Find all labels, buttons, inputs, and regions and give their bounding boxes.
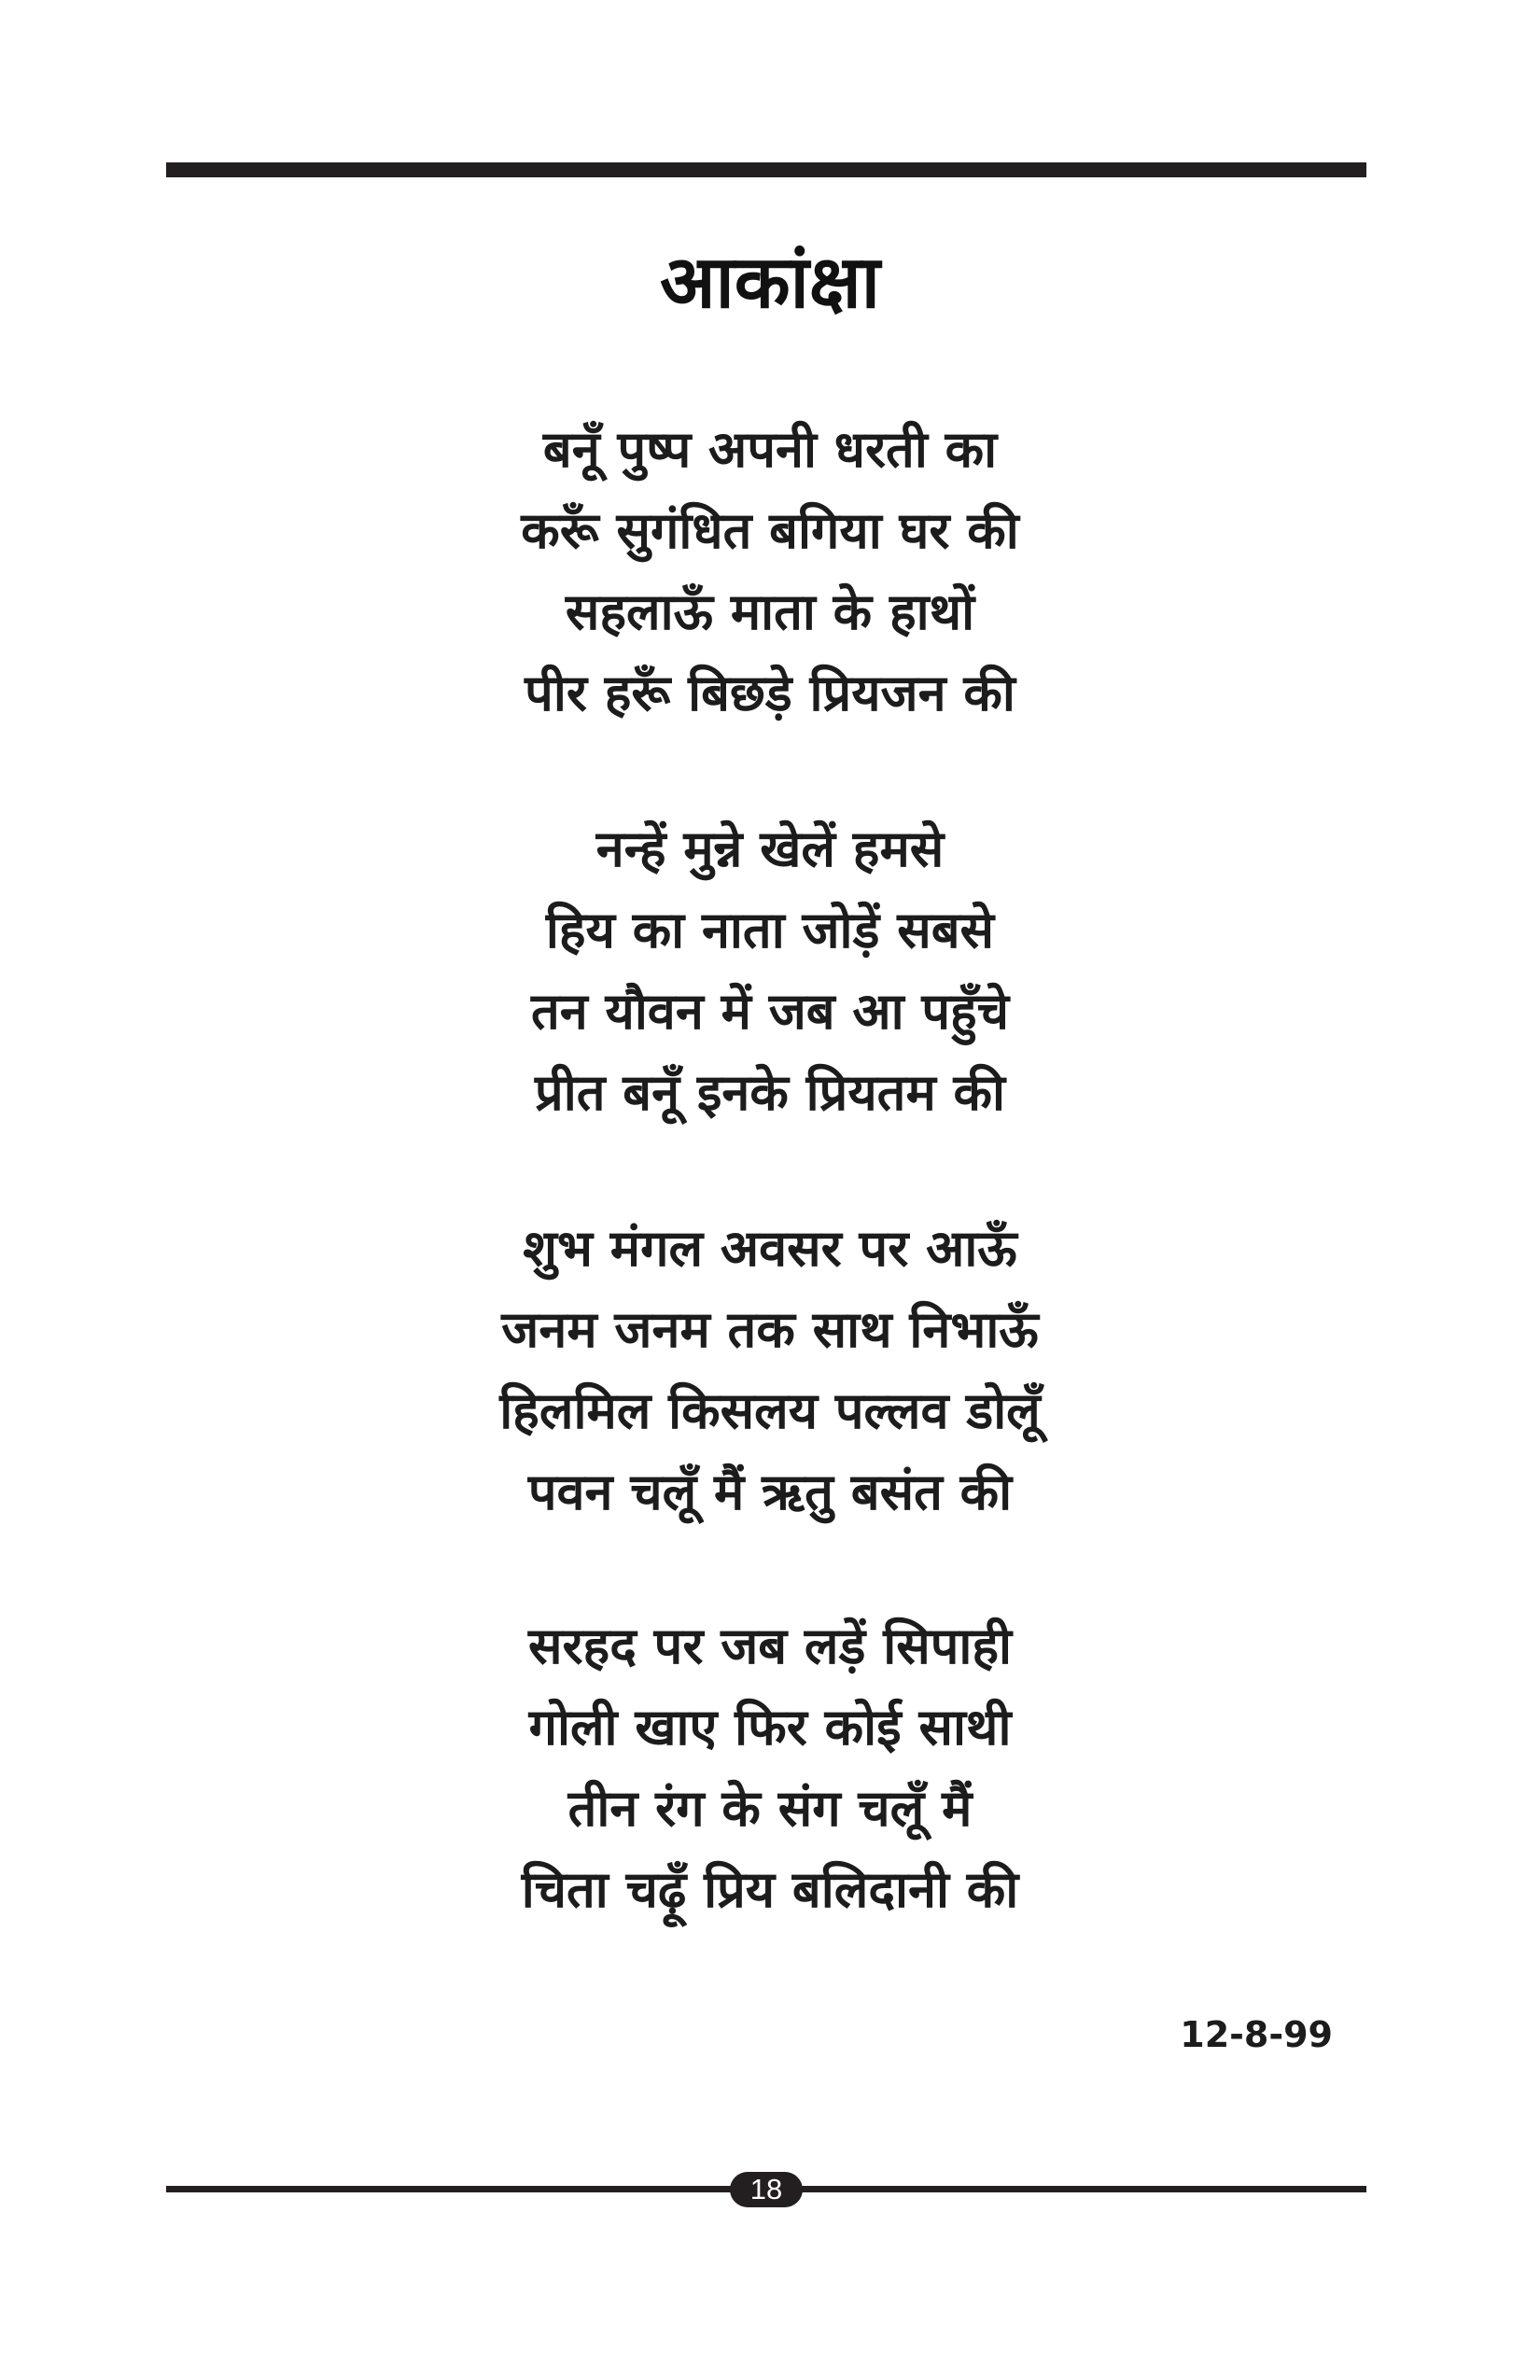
poem-line: हिय का नाता जोड़ें सबसे <box>545 901 995 959</box>
poem-line: तन यौवन में जब आ पहुँचे <box>530 982 1010 1041</box>
poem-line: करूँ सुगंधित बगिया घर की <box>521 501 1019 560</box>
poem-line: जनम जनम तक साथ निभाऊँ <box>501 1300 1039 1359</box>
poem-line: पीर हरूँ बिछड़े प्रियजन की <box>525 664 1015 722</box>
poem-line: पवन चलूँ मैं ऋतु बसंत की <box>527 1463 1013 1521</box>
stanza-3 <box>0 1208 1540 1533</box>
stanza-2 <box>0 808 1540 1133</box>
poem-line: गोली खाए फिर कोई साथी <box>528 1698 1012 1757</box>
poem-line: सहलाऊँ माता के हाथों <box>565 582 975 641</box>
poem-line: चिता चढ़ूँ प्रिय बलिदानी की <box>521 1860 1019 1919</box>
poem-line: हिलमिल किसलय पल्लव डोलूँ <box>499 1381 1041 1440</box>
poem-line: नन्हें मुन्ने खेलें हमसे <box>595 819 945 878</box>
poem-line: तीन रंग के संग चलूँ मैं <box>567 1779 973 1838</box>
poem-date: 12-8-99 <box>1180 2014 1333 2055</box>
poem-line: प्रीत बनूँ इनके प्रियतम की <box>534 1063 1005 1122</box>
poem-line: सरहद पर जब लड़ें सिपाही <box>527 1617 1013 1675</box>
poem-line: बनूँ पुष्प अपनी धरती का <box>542 420 998 479</box>
top-rule <box>166 162 1366 177</box>
page-number-badge: 18 <box>730 2172 803 2207</box>
stanza-4 <box>0 1605 1540 1930</box>
poem-line: शुभ मंगल अवसर पर आऊँ <box>523 1219 1017 1278</box>
stanza-1 <box>0 409 1540 734</box>
poem-title: आकांक्षा <box>660 241 880 325</box>
